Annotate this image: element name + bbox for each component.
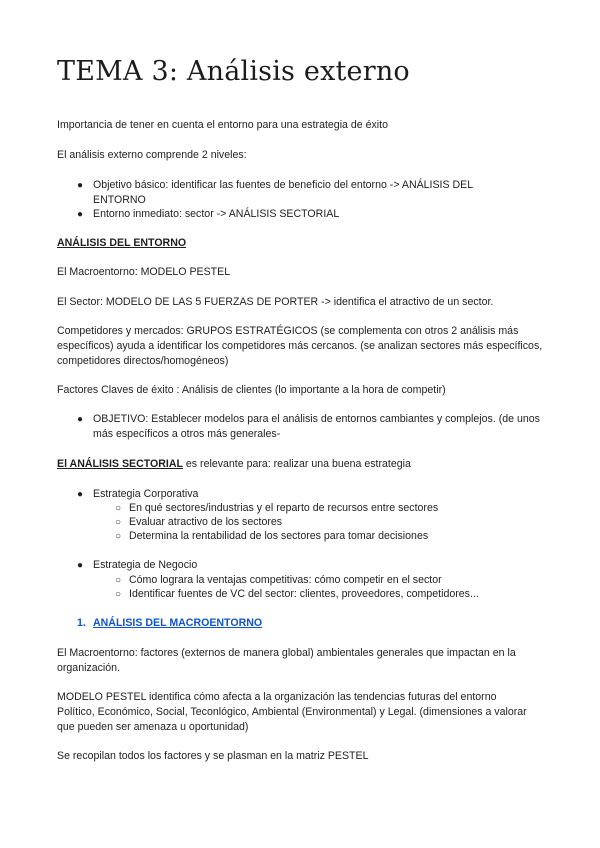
factores-line: Factores Claves de éxito : Análisis de clientes (lo importante a la hora de competir) [57, 384, 446, 396]
sub-list-item: Determina la rentabilidad de los sectores para tomar decisiones [129, 530, 429, 542]
sector-line: El Sector: MODELO DE LAS 5 FUERZAS DE PORTER -> identifica el atractivo de un sector. [57, 296, 494, 308]
bullet-icon: ● [77, 489, 84, 500]
page-title: TEMA 3: Análisis externo [57, 56, 410, 87]
sub-list-item: Evaluar atractivo de los sectores [129, 516, 283, 528]
list-item: Objetivo básico: identificar las fuentes de beneficio del entorno -> ANÁLISIS DEL ENTORNO [93, 179, 473, 206]
competidores-paragraph: Competidores y mercados: GRUPOS ESTRATÉGICOS (se complementa con otros 2 análisis más específicos) ayuda a identificar los competidores más cercanos. (se analizan sectores más específicos, competidores directos/homogéneos) [57, 325, 543, 367]
sub-bullet-icon: ○ [115, 531, 122, 542]
sub-bullet-icon: ○ [115, 517, 122, 528]
levels-intro: El análisis externo comprende 2 niveles: [57, 149, 247, 161]
negocio-label: Estrategia de Negocio [93, 559, 198, 571]
sub-bullet-icon: ○ [115, 589, 122, 600]
corporativa-label: Estrategia Corporativa [93, 488, 199, 500]
objetivo-item: OBJETIVO: Establecer modelos para el análisis de entornos cambiantes y complejos. (de unos más específicos a otros más generales- [93, 413, 540, 440]
list-item: Entorno inmediato: sector -> ANÁLISIS SECTORIAL [93, 208, 340, 220]
sub-bullet-icon: ○ [115, 575, 122, 586]
sectorial-heading: El ANÁLISIS SECTORIAL [57, 458, 183, 470]
macroentorno-line: El Macroentorno: MODELO PESTEL [57, 266, 231, 278]
section-number: 1. [77, 617, 86, 629]
pestel-definition: MODELO PESTEL identifica cómo afecta a la organización las tendencias futuras del entorno Político, Económico, Social, Teconlógico, Ambiental (Environmental) y Legal. (dimensiones a valorar que pueden ser amenaza u oportunidad) [57, 691, 527, 733]
sub-list-item: Cómo lograra la ventajas competitivas: cómo competir en el sector [129, 574, 442, 586]
sub-list-item: En qué sectores/industrias y el reparto de recursos entre sectores [129, 502, 439, 514]
sectorial-line [57, 457, 547, 472]
macro-definition: El Macroentorno: factores (externos de manera global) ambientales generales que impactan en la organización. [57, 647, 516, 674]
section1-link[interactable]: ANÁLISIS DEL MACROENTORNO [93, 617, 263, 629]
bullet-icon: ● [77, 560, 84, 571]
sub-bullet-icon: ○ [115, 503, 122, 514]
entorno-heading: ANÁLISIS DEL ENTORNO [57, 237, 187, 249]
intro-paragraph: Importancia de tener en cuenta el entorno para una estrategia de éxito [57, 119, 388, 131]
bullet-icon: ● [77, 414, 84, 425]
bullet-icon: ● [77, 180, 84, 191]
sectorial-rest: es relevante para: realizar una buena estrategia [182, 458, 411, 470]
bullet-icon: ● [77, 209, 84, 220]
recopilan-line: Se recopilan todos los factores y se plasman en la matriz PESTEL [57, 750, 369, 762]
sub-list-item: Identificar fuentes de VC del sector: clientes, proveedores, competidores... [129, 588, 479, 600]
